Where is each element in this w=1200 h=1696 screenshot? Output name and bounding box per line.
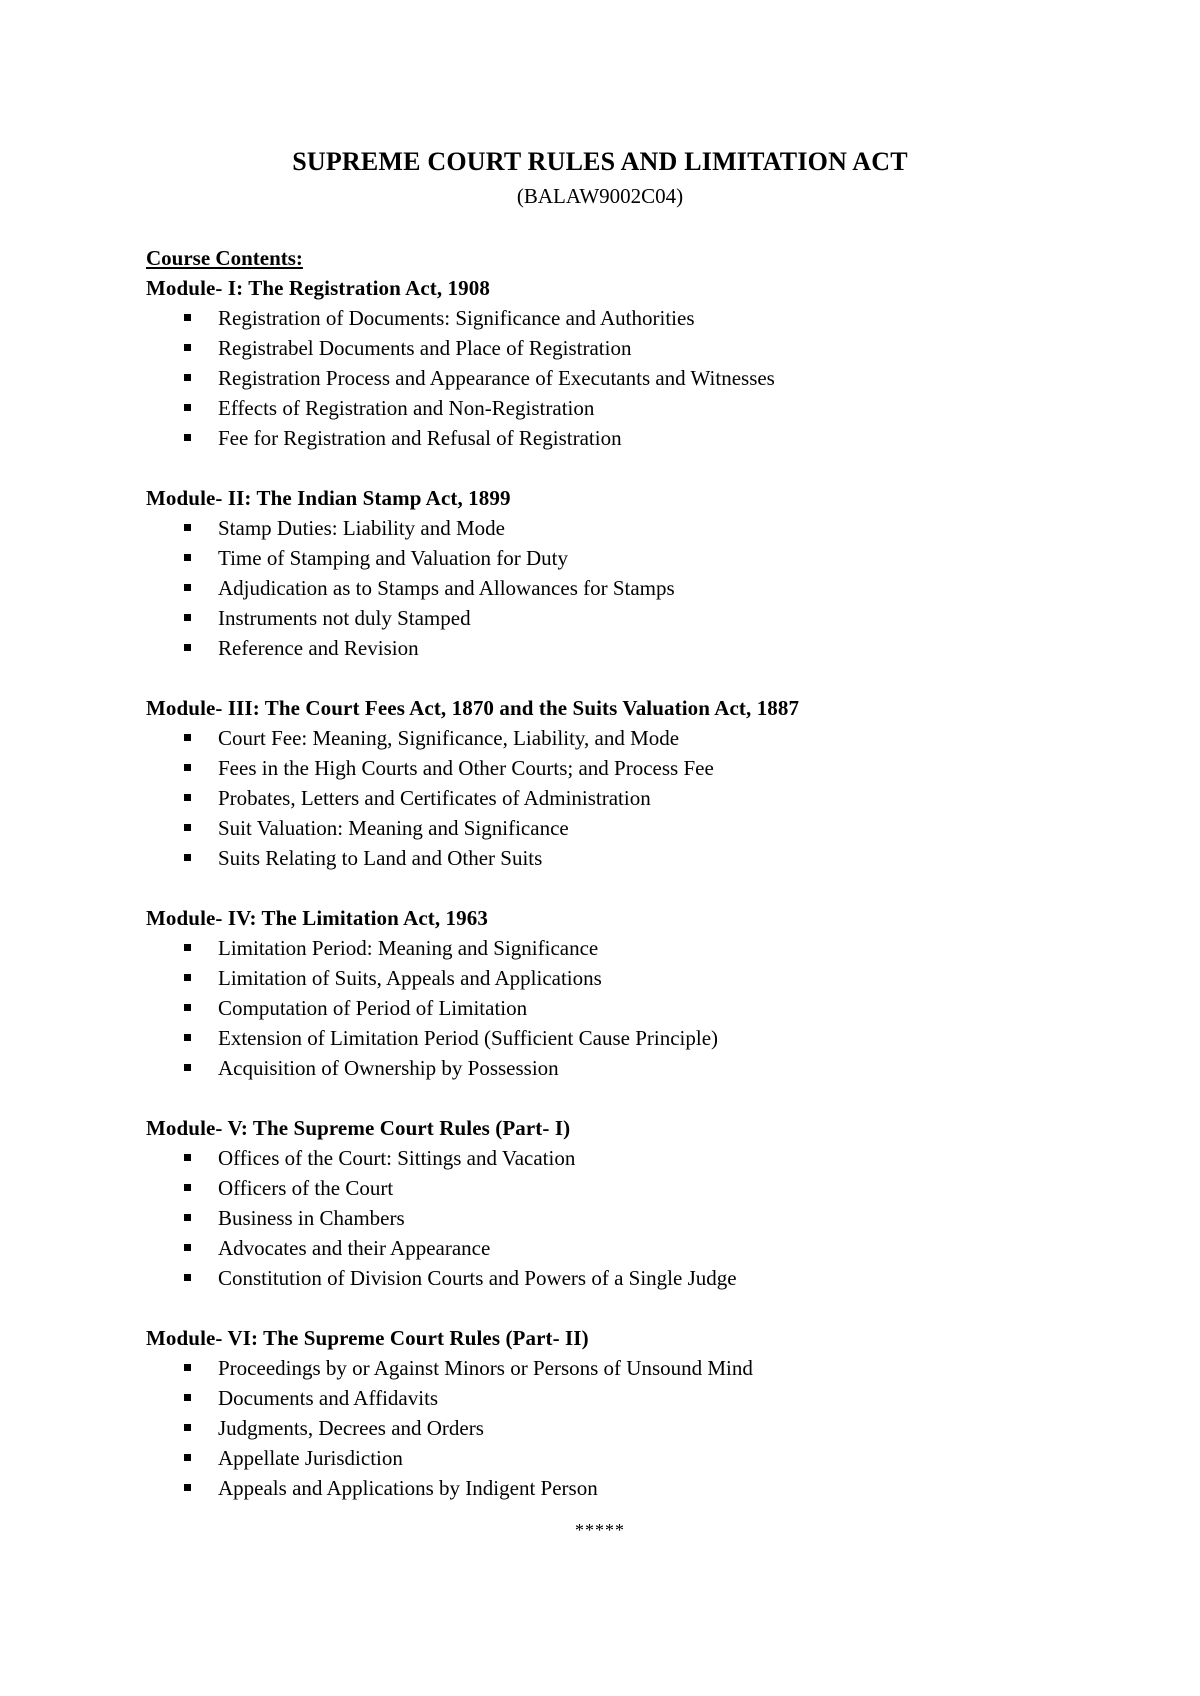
square-bullet-icon <box>184 1274 191 1281</box>
square-bullet-icon <box>184 344 191 351</box>
topic-text: Adjudication as to Stamps and Allowances for Stamps <box>218 576 675 600</box>
square-bullet-icon <box>184 434 191 441</box>
square-bullet-icon <box>184 1364 191 1371</box>
topic-item <box>146 633 1126 663</box>
topic-item <box>146 993 1126 1023</box>
square-bullet-icon <box>184 1154 191 1161</box>
topic-text: Reference and Revision <box>218 636 419 660</box>
contents-label: Course Contents: <box>146 246 303 270</box>
square-bullet-icon <box>184 1034 191 1041</box>
topic-text: Registration Process and Appearance of Executants and Witnesses <box>218 366 775 390</box>
topic-item <box>146 1353 1126 1383</box>
topic-text: Officers of the Court <box>218 1176 394 1200</box>
topic-item <box>146 363 1126 393</box>
module-heading: Module- I: The Registration Act, 1908 <box>146 276 490 300</box>
topic-item <box>146 933 1126 963</box>
square-bullet-icon <box>184 1484 191 1491</box>
topic-text: Registration of Documents: Significance and Authorities <box>218 306 695 330</box>
topic-item <box>146 783 1126 813</box>
square-bullet-icon <box>184 974 191 981</box>
square-bullet-icon <box>184 554 191 561</box>
module-2 <box>146 483 1126 663</box>
topic-list <box>146 1353 1126 1503</box>
square-bullet-icon <box>184 734 191 741</box>
square-bullet-icon <box>184 944 191 951</box>
module-heading: Module- II: The Indian Stamp Act, 1899 <box>146 486 511 510</box>
topic-text: Offices of the Court: Sittings and Vacation <box>218 1146 576 1170</box>
square-bullet-icon <box>184 1454 191 1461</box>
square-bullet-icon <box>184 374 191 381</box>
topic-text: Proceedings by or Against Minors or Persons of Unsound Mind <box>218 1356 753 1380</box>
square-bullet-icon <box>184 854 191 861</box>
topic-item <box>146 1023 1126 1053</box>
square-bullet-icon <box>184 764 191 771</box>
square-bullet-icon <box>184 1244 191 1251</box>
topic-text: Fee for Registration and Refusal of Registration <box>218 426 622 450</box>
topic-text: Extension of Limitation Period (Sufficient Cause Principle) <box>218 1026 719 1050</box>
square-bullet-icon <box>184 524 191 531</box>
topic-text: Fees in the High Courts and Other Courts; and Process Fee <box>218 756 714 780</box>
module-1 <box>146 273 1126 453</box>
document-title: SUPREME COURT RULES AND LIMITATION ACT <box>292 147 908 176</box>
topic-item <box>146 603 1126 633</box>
topic-item <box>146 423 1126 453</box>
topic-list <box>146 1143 1126 1293</box>
module-heading: Module- III: The Court Fees Act, 1870 and the Suits Valuation Act, 1887 <box>146 696 800 720</box>
module-heading: Module- IV: The Limitation Act, 1963 <box>146 906 488 930</box>
square-bullet-icon <box>184 314 191 321</box>
topic-text: Instruments not duly Stamped <box>218 606 471 630</box>
topic-item <box>146 573 1126 603</box>
topic-list <box>146 933 1126 1083</box>
topic-item <box>146 1173 1126 1203</box>
square-bullet-icon <box>184 824 191 831</box>
square-bullet-icon <box>184 644 191 651</box>
module-5 <box>146 1113 1126 1293</box>
topic-text: Registrabel Documents and Place of Registration <box>218 336 632 360</box>
square-bullet-icon <box>184 1064 191 1071</box>
topic-item <box>146 1203 1126 1233</box>
topic-item <box>146 513 1126 543</box>
topic-text: Stamp Duties: Liability and Mode <box>218 516 505 540</box>
module-heading: Module- V: The Supreme Court Rules (Part- I) <box>146 1116 571 1140</box>
topic-text: Constitution of Division Courts and Powers of a Single Judge <box>218 1266 737 1290</box>
topic-item <box>146 1233 1126 1263</box>
module-4 <box>146 903 1126 1083</box>
topic-list <box>146 513 1126 663</box>
square-bullet-icon <box>184 614 191 621</box>
course-code: (BALAW9002C04) <box>516 184 684 208</box>
topic-item <box>146 1143 1126 1173</box>
topic-text: Appellate Jurisdiction <box>218 1446 403 1470</box>
topic-item <box>146 1053 1126 1083</box>
topic-item <box>146 1443 1126 1473</box>
topic-item <box>146 1383 1126 1413</box>
topic-text: Probates, Letters and Certificates of Administration <box>218 786 651 810</box>
topic-text: Suit Valuation: Meaning and Significance <box>218 816 569 840</box>
topic-text: Acquisition of Ownership by Possession <box>218 1056 559 1080</box>
square-bullet-icon <box>184 1004 191 1011</box>
topic-text: Judgments, Decrees and Orders <box>218 1416 484 1440</box>
module-6 <box>146 1323 1126 1503</box>
topic-text: Effects of Registration and Non-Registration <box>218 396 595 420</box>
topic-text: Documents and Affidavits <box>218 1386 439 1410</box>
topic-list <box>146 303 1126 453</box>
topic-item <box>146 303 1126 333</box>
topic-item <box>146 1413 1126 1443</box>
topic-item <box>146 1263 1126 1293</box>
square-bullet-icon <box>184 1394 191 1401</box>
topic-item <box>146 333 1126 363</box>
topic-item <box>146 543 1126 573</box>
square-bullet-icon <box>184 1424 191 1431</box>
topic-text: Suits Relating to Land and Other Suits <box>218 846 543 870</box>
topic-item <box>146 753 1126 783</box>
topic-item <box>146 963 1126 993</box>
square-bullet-icon <box>184 1184 191 1191</box>
course-contents <box>146 243 1126 1503</box>
topic-text: Business in Chambers <box>218 1206 405 1230</box>
topic-text: Computation of Period of Limitation <box>218 996 528 1020</box>
topic-text: Court Fee: Meaning, Significance, Liability, and Mode <box>218 726 680 750</box>
module-heading: Module- VI: The Supreme Court Rules (Part- II) <box>146 1326 589 1350</box>
topic-list <box>146 723 1126 873</box>
topic-item <box>146 393 1126 423</box>
square-bullet-icon <box>184 584 191 591</box>
square-bullet-icon <box>184 404 191 411</box>
topic-item <box>146 1473 1126 1503</box>
square-bullet-icon <box>184 1214 191 1221</box>
topic-text: Time of Stamping and Valuation for Duty <box>218 546 568 570</box>
topic-text: Limitation Period: Meaning and Significance <box>218 936 599 960</box>
square-bullet-icon <box>184 794 191 801</box>
topic-item <box>146 813 1126 843</box>
topic-text: Appeals and Applications by Indigent Person <box>218 1476 598 1500</box>
topic-text: Limitation of Suits, Appeals and Applications <box>218 966 602 990</box>
topic-item <box>146 843 1126 873</box>
topic-item <box>146 723 1126 753</box>
end-of-document-mark: ***** <box>575 1520 625 1540</box>
module-3 <box>146 693 1126 873</box>
topic-text: Advocates and their Appearance <box>218 1236 491 1260</box>
